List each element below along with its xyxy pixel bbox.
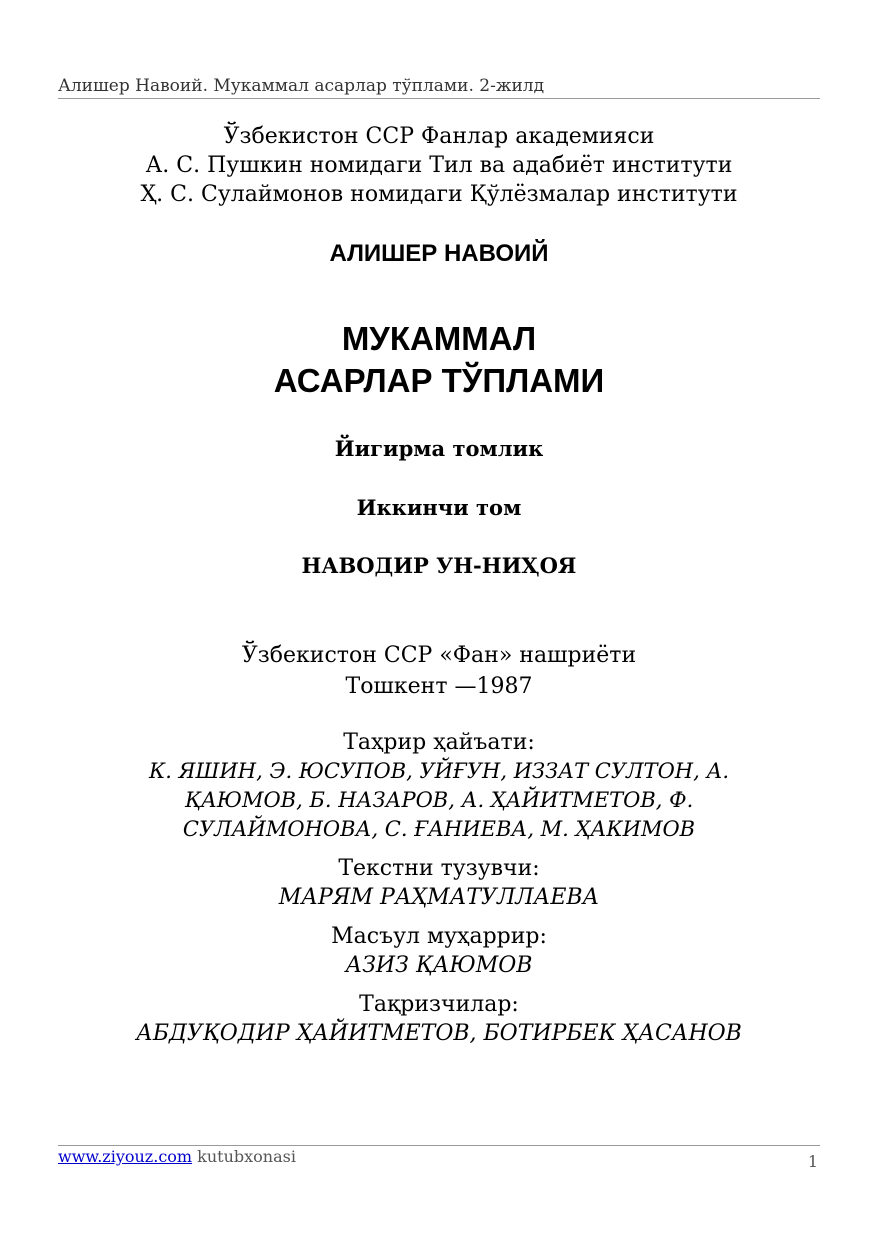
author-name: АЛИШЕР НАВОИЙ — [329, 240, 549, 267]
responsible-editor — [58, 922, 820, 980]
work-title-line-2: АСАРЛАР ТЎПЛАМИ — [273, 362, 605, 399]
publisher-name: Ўзбекистон ССР «Фан» нашриёти — [241, 643, 637, 668]
editor-label: Масъул муҳаррир: — [331, 924, 547, 949]
compiler-label: Текстни тузувчи: — [338, 856, 540, 881]
institution-language-literature: А. С. Пушкин номидаги Тил ва адабиёт институти — [145, 153, 733, 178]
series-label: Йигирма томлик — [334, 436, 544, 461]
editorial-board-names: К. ЯШИН, Э. ЮСУПОВ, УЙҒУН, ИЗЗАТ СУЛТОН, А. ҚАЮМОВ, Б. НАЗАРОВ, А. ҲАЙИТМЕТОВ, Ф. СУЛАЙМОНОВА, С. ҒАНИЕВА, М. ҲАКИМОВ — [148, 759, 730, 841]
compiler-name: МАРЯМ РАҲМАТУЛЛАЕВА — [278, 885, 600, 910]
footer — [58, 1147, 296, 1166]
page-number: 1 — [807, 1152, 818, 1171]
editorial-board — [58, 728, 820, 844]
reviewers — [58, 990, 820, 1048]
editor-name: АЗИЗ ҚАЮМОВ — [345, 953, 533, 978]
publisher-place-year: Тошкент —1987 — [345, 674, 533, 699]
compiler — [58, 854, 820, 912]
editorial-board-label: Таҳрир ҳайъати: — [343, 730, 535, 755]
work-title-line-1: МУКАММАЛ — [341, 320, 537, 357]
header-divider — [58, 98, 820, 99]
footer-divider — [58, 1145, 820, 1146]
volume-title: НАВОДИР УН-НИҲОЯ — [301, 553, 577, 578]
institutions — [58, 122, 820, 209]
institution-academy: Ўзбекистон ССР Фанлар академияси — [223, 124, 655, 149]
footer-suffix: kutubxonasi — [197, 1147, 296, 1166]
reviewers-names: АБДУҚОДИР ҲАЙИТМЕТОВ, БОТИРБЕК ҲАСАНОВ — [136, 1021, 742, 1046]
ziyouz-link[interactable]: www.ziyouz.com — [58, 1147, 193, 1166]
work-title — [58, 318, 820, 402]
volume-label: Иккинчи том — [356, 495, 522, 520]
reviewers-label: Тақризчилар: — [359, 992, 519, 1017]
credits-block — [58, 728, 820, 1058]
running-header: Алишер Навоий. Мукаммал асарлар тўплами. 2-жилд — [58, 76, 545, 96]
publisher-block — [58, 640, 820, 702]
institution-manuscripts: Ҳ. С. Сулаймонов номидаги Қўлёзмалар институти — [140, 182, 738, 207]
